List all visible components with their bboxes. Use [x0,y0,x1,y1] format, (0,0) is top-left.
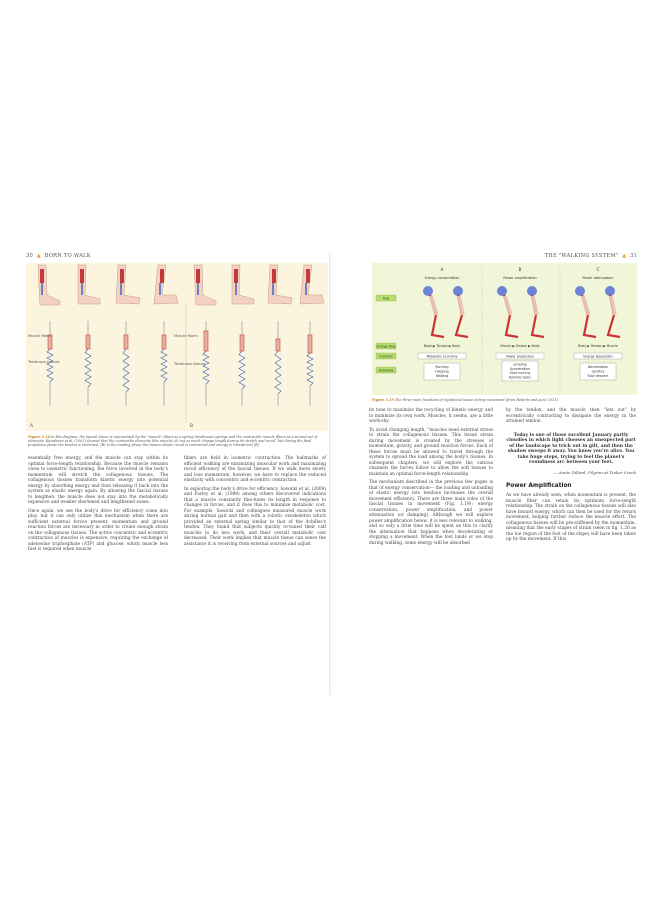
col-title-a: Energy conservation [424,276,460,280]
activity: Deceleration [587,365,609,369]
figure-1-19 [372,263,637,395]
caption-text: The three main functions of myofascial tissue during movement (from Roberts and Azizi 2011). [395,398,559,402]
running-head-title: THE "WALKING SYSTEM" [544,253,619,259]
left-column-1 [28,456,168,556]
label-tendinous-tissues: Tendinous tissues [28,360,60,364]
col-header-b: B [518,267,522,272]
left-page-number: 30 [26,253,34,259]
triangle-icon: ▲ [620,253,629,259]
leg-foot-sequence [38,265,324,305]
activity: Stair running [509,371,531,376]
paragraph: fibers are held in isometric contraction. The hallmarks of efficient walking are minimizing muscular work and maximizing recoil efficiency of the fascial tissues. If we walk more slowly and lose momentum, however, we have to replace the reduced elasticity with concentric and eccentric contraction. [184,456,326,483]
row-label-trial: Trial [382,296,390,301]
right-column-1 [369,408,493,549]
paragraph: by the tendon, and the muscle then "lets out" by eccentrically contracting to dissipate the energy in the strained tendon. [506,408,636,424]
left-running-head [26,253,91,259]
caption-text: In this diagram, the fascial tissue is represented by the "muscle" fibers as a spring (tendinous) springs and the contractile muscle fibers as a second set of elements. Kawakami et al. (2002) showed that the contractile elements (the muscle) do not so much change length during its stretch and recoil, but during the final propulsive phase the tendon is stretched. (B) in the loading phase the tissues elastic recoil is contracted and energy is transferred (B). [28,435,318,448]
activity: Hopping [435,369,449,374]
paragraph: To avoid changing length, "muscles need external stress to strain the collagenous tissues. This tissue strain during movement is created by the stresses of momentum, gravity, and ground reaction forces. Each of these forces must be allowed to travel through the system to spread the load among the body's tissues. In subsequent chapters, we will explore the various channels the forces follow to allow the soft tissues to maintain an optimal force-length relationship. [369,427,493,477]
activity: Walking [435,374,449,378]
paragraph: essentially free energy, and the muscle can stay within its optimal force-length relationship. Because the muscle remains close to isometric functioning, the force involved in the body's momentum will stretch the collagenous tissues. The collagenous tissues transform kinetic energy into potential energy by absorbing energy and then releasing it back into the system as elastic energy again. By allowing the fascial tissues to lengthen, the muscle does not stay into the metabolically expensive and weaker shortened and lengthened zones. [28,456,168,505]
col-title-b: Power amplification [503,276,537,280]
section-heading: Power Amplification [506,482,572,489]
paragraph: Once again, we see the body's drive for efficiency come into play, but it can only utilize this mechanism when there are sufficient external forces present: momentum and ground reaction forces are necessary in order to create enough strain on the collagenous tissues. The active concentric and eccentric contraction of muscles is expensive, requiring the exchange of adenosine triphosphate (ATP) and glucose, which muscle less fuel is required when muscle [28,508,168,552]
row-label-activities: Activities [378,368,394,373]
paragraph: its tone to maximize the recycling of kinetic energy and to minimize its own work. Muscles, it seems, are a little work-shy. [369,408,493,424]
row-label-energy-flow: Energy flow [376,344,396,349]
label-muscle-fibers-b: Muscle fibers [174,334,198,338]
book-gutter [329,253,331,695]
activity: Acceleration [510,366,530,371]
figure-1-18 [26,263,328,431]
col-header-c: C [596,267,600,272]
flow-c: Body ▶ Tendon ▶ Muscle [578,344,618,348]
function-a: Metabolic economy [426,354,458,359]
right-column-2 [506,408,636,546]
paragraph: The mechanism described in the previous few pages is that of energy conservation— the loading and unloading of elastic energy into tendons increases the overall movement efficiency. There are three main roles of the fascial tissues in movement (Fig. 1.19): energy conservation, power amplification, and power attenuation (or damping). Although we will explore power amplification below, it is less relevant to walking, and so only a little time will be spent on this to clarify the attenuation that happens when decelerating or stopping a movement. When the foot lands or we stop during walking, some energy will be absorbed [369,480,493,546]
label-muscle-fibers: Muscle fibers [28,334,52,338]
right-page-number: 31 [629,253,637,259]
epigraph-quote: Today is one of those excellent January partly cloudies in which light chooses an unexpected part of the landscape to trick out in gilt, and then the shadow sweeps it away. You know you're alive. You take huge steps, trying to feel the planet's roundness arc between your feet. [506,432,636,466]
function-c: Energy absorption [583,354,613,359]
paragraph: In exploring the body's drive for efficiency, Sawicki et al. (2009) and Farley et al. (1998) among others discovered indications that a muscle constantly fine-tunes its length in response to changes in forces, and it does this to minimize metabolic cost. For example, Sawicki and colleagues measured muscle work during normal gait and then with a robotic exoskeleton which provided an external spring similar to that of the Achilles's tendon. They found that subjects quickly re-tuned their calf muscles to do less work, and their overall metabolic cost decreased. Their work implies that muscle tissue can sense the assistance it is receiving from external sources and adjust [184,486,326,547]
triangle-icon: ▲ [34,253,43,259]
flow-b: Muscle ▶ Tendon ▶ Body [500,344,540,348]
activity: Running [435,365,449,369]
figure-1-18-illustration [26,263,328,431]
left-page [26,253,328,695]
activity: Ballistic tasks [509,375,531,380]
book-title: BORN TO WALK [44,253,91,259]
row-label-function: Function [379,354,393,359]
activity: Landing [591,369,605,374]
caption-label: Figure 1.18 [28,435,50,439]
col-title-c: Power attenuation [582,276,614,280]
right-page [332,253,637,695]
function-b: Power production [506,354,534,359]
label-tendinous-tissues-b: Tendinous tissues [174,362,206,366]
paragraph: As we have already seen, when momentum is present, the muscle fiber can retain its optimum force-length relationship. The strain on the collagenous tissues will also have inward energy, which can then be used for the return movement, helping further reduce the muscle effort. The collagenous tissues will be pre-stiffened by the momentum, meaning that the early stages of strain (seen in fig. 1.20 as the toe region of the foot of the slope) will have been taken up by the movement. If this [506,493,636,543]
trial-illustrations [423,286,620,337]
left-column-2 [184,456,326,550]
quote-attribution: — Annie Dillard, Pilgrim at Tinker Creek [553,470,636,476]
figure-1-19-diagram [372,263,637,395]
panel-b-label: B [190,424,194,429]
activity: Jumping [513,362,527,367]
col-header-a: A [440,267,444,272]
flow-a: Body ▶ Tendon ▶ Body [423,344,461,348]
activity: Stair descent [587,374,609,378]
figure-1-19-caption [372,398,637,402]
right-running-head [545,253,637,259]
caption-label: Figure 1.19 [372,398,394,402]
panel-a-label: A [30,424,34,429]
figure-1-18-caption [28,435,326,448]
